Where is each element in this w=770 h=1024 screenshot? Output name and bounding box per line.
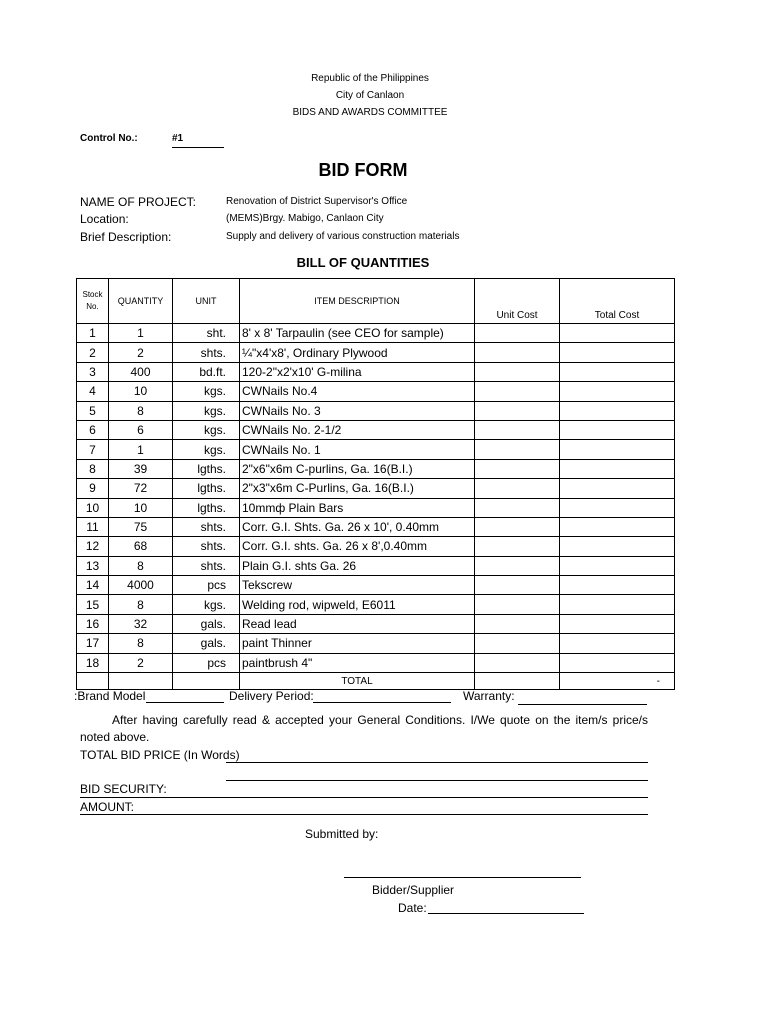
unit-cost-cell [475,653,560,672]
stock-no-cell: 4 [77,382,109,401]
header-total-cost: Total Cost [560,279,675,324]
total-qty-cell [109,673,173,690]
total-cost-cell [560,556,675,575]
statement-line-1: After having carefully read & accepted your General Conditions. I/We quote on the item/s price/s [112,713,648,727]
unit-cell: gals. [173,614,240,633]
quantity-cell: 10 [109,382,173,401]
item-description-cell: CWNails No. 2-1/2 [240,420,475,439]
total-unit-cost-cell [475,673,560,690]
unit-cell: gals. [173,634,240,653]
quantity-cell: 8 [109,595,173,614]
unit-cost-cell [475,556,560,575]
total-cost-cell [560,595,675,614]
quantity-cell: 2 [109,653,173,672]
control-value: #1 [172,133,224,148]
item-description-cell: 10mmф Plain Bars [240,498,475,517]
table-row [77,362,675,381]
header-stock-no: Stock No. [77,279,109,324]
quantity-cell: 32 [109,614,173,633]
total-bid-line-1 [226,762,648,763]
quantity-cell: 8 [109,401,173,420]
amount-label: AMOUNT: [80,800,134,814]
bidder-supplier-label: Bidder/Supplier [372,883,455,897]
signature-line [344,877,581,878]
unit-cell: lgths. [173,498,240,517]
stock-no-cell: 12 [77,537,109,556]
table-row [77,420,675,439]
item-description-cell: ¼"x4'x8', Ordinary Plywood [240,343,475,362]
unit-cell: sht. [173,324,240,343]
unit-cost-cell [475,498,560,517]
quantity-cell: 1 [109,324,173,343]
unit-cost-cell [475,343,560,362]
total-cost-cell [560,362,675,381]
item-description-cell: paintbrush 4" [240,653,475,672]
stock-no-cell: 5 [77,401,109,420]
total-label: TOTAL [240,673,475,690]
total-value: - [560,673,675,690]
item-description-cell: paint Thinner [240,634,475,653]
table-row [77,614,675,633]
item-description-cell: CWNails No. 3 [240,401,475,420]
bid-security-line [80,797,648,798]
total-unit-cell [173,673,240,690]
date-line [428,913,584,914]
quantity-cell: 6 [109,420,173,439]
stock-no-cell: 10 [77,498,109,517]
item-description-cell: CWNails No. 1 [240,440,475,459]
date-label: Date: [398,901,427,915]
table-row [77,382,675,401]
stock-no-cell: 13 [77,556,109,575]
header-city: City of Canlaon [335,90,405,101]
table-row [77,324,675,343]
boq-title: BILL OF QUANTITIES [296,255,430,270]
item-description-cell: 2"x3"x6m C-Purlins, Ga. 16(B.I.) [240,479,475,498]
item-description-cell: Corr. G.I. Shts. Ga. 26 x 10', 0.40mm [240,517,475,536]
header-item-description: ITEM DESCRIPTION [240,279,475,324]
total-row [77,673,675,690]
stock-no-cell: 16 [77,614,109,633]
unit-cost-cell [475,634,560,653]
total-cost-cell [560,576,675,595]
unit-cell: pcs [173,653,240,672]
unit-cost-cell [475,595,560,614]
unit-cost-cell [475,459,560,478]
unit-cost-cell [475,537,560,556]
quantity-cell: 8 [109,634,173,653]
amount-line [80,814,648,815]
quantity-cell: 2 [109,343,173,362]
item-description-cell: Read lead [240,614,475,633]
total-cost-cell [560,382,675,401]
stock-no-cell: 9 [77,479,109,498]
brand-model-label: Brand Model: [74,689,146,703]
stock-no-cell: 8 [77,459,109,478]
header-committee: BIDS AND AWARDS COMMITTEE [292,107,448,118]
table-row [77,595,675,614]
unit-cell: bd.ft. [173,362,240,381]
quantity-cell: 1 [109,440,173,459]
item-description-cell: 120-2"x2'x10' G-milina [240,362,475,381]
unit-cost-cell [475,614,560,633]
stock-no-cell: 1 [77,324,109,343]
warranty-line [518,704,647,705]
total-cost-cell [560,614,675,633]
table-row [77,459,675,478]
total-cost-cell [560,401,675,420]
unit-cell: kgs. [173,595,240,614]
unit-cell: shts. [173,556,240,575]
unit-cost-cell [475,324,560,343]
unit-cost-cell [475,362,560,381]
delivery-period-label: Delivery Period: [229,689,314,703]
project-name-value: Renovation of District Supervisor's Office [226,196,408,207]
table-row [77,576,675,595]
unit-cost-cell [475,576,560,595]
table-row [77,556,675,575]
quantity-cell: 68 [109,537,173,556]
item-description-cell: CWNails No.4 [240,382,475,401]
unit-cell: shts. [173,517,240,536]
total-cost-cell [560,324,675,343]
stock-no-cell: 3 [77,362,109,381]
quantity-cell: 39 [109,459,173,478]
total-bid-line-2 [226,780,648,781]
total-cost-cell [560,459,675,478]
unit-cell: kgs. [173,420,240,439]
form-title: BID FORM [318,160,408,180]
total-cost-cell [560,420,675,439]
total-cost-cell [560,498,675,517]
quantity-cell: 400 [109,362,173,381]
header-republic: Republic of the Philippines [311,73,429,84]
project-name-label: NAME OF PROJECT: [80,195,197,209]
table-row [77,343,675,362]
unit-cell: kgs. [173,382,240,401]
unit-cost-cell [475,382,560,401]
item-description-cell: Plain G.I. shts Ga. 26 [240,556,475,575]
unit-cell: lgths. [173,459,240,478]
table-header-row [77,279,675,324]
header-unit-cost: Unit Cost [475,279,560,324]
delivery-period-line [313,702,451,703]
total-cost-cell [560,440,675,459]
unit-cell: shts. [173,537,240,556]
total-bid-price-label: TOTAL BID PRICE (In Words) [80,748,240,762]
header-quantity: QUANTITY [109,279,173,324]
bill-of-quantities-table [76,278,675,690]
stock-no-cell: 2 [77,343,109,362]
stock-no-cell: 17 [77,634,109,653]
total-cost-cell [560,537,675,556]
total-cost-cell [560,343,675,362]
quantity-cell: 8 [109,556,173,575]
brief-description-value: Supply and delivery of various construction materials [226,231,460,242]
total-cost-cell [560,479,675,498]
stock-no-cell: 11 [77,517,109,536]
table-row [77,440,675,459]
warranty-label: Warranty: [463,689,515,703]
table-row [77,653,675,672]
total-cost-cell [560,653,675,672]
unit-cell: pcs [173,576,240,595]
item-description-cell: Corr. G.I. shts. Ga. 26 x 8',0.40mm [240,537,475,556]
bid-security-label: BID SECURITY: [80,782,167,796]
item-description-cell: Tekscrew [240,576,475,595]
unit-cost-cell [475,479,560,498]
total-cost-cell [560,634,675,653]
unit-cell: kgs. [173,401,240,420]
header-unit: UNIT [173,279,240,324]
quantity-cell: 10 [109,498,173,517]
statement-line-2: noted above. [80,730,150,744]
item-description-cell: Welding rod, wipweld, E6011 [240,595,475,614]
location-label: Location: [80,212,129,226]
stock-no-cell: 18 [77,653,109,672]
unit-cost-cell [475,517,560,536]
table-row [77,498,675,517]
table-row [77,537,675,556]
unit-cost-cell [475,420,560,439]
total-stock-cell [77,673,109,690]
location-value: (MEMS)Brgy. Mabigo, Canlaon City [226,213,384,224]
stock-no-cell: 14 [77,576,109,595]
table-row [77,401,675,420]
unit-cell: shts. [173,343,240,362]
quantity-cell: 4000 [109,576,173,595]
quantity-cell: 75 [109,517,173,536]
control-label: Control No.: [80,133,138,144]
submitted-by-label: Submitted by: [305,827,379,841]
brief-description-label: Brief Description: [80,230,172,244]
stock-no-cell: 6 [77,420,109,439]
total-cost-cell [560,517,675,536]
unit-cost-cell [475,440,560,459]
unit-cost-cell [475,401,560,420]
unit-cell: kgs. [173,440,240,459]
table-row [77,479,675,498]
stock-no-cell: 15 [77,595,109,614]
item-description-cell: 2"x6"x6m C-purlins, Ga. 16(B.I.) [240,459,475,478]
table-row [77,517,675,536]
unit-cell: lgths. [173,479,240,498]
stock-no-cell: 7 [77,440,109,459]
item-description-cell: 8' x 8' Tarpaulin (see CEO for sample) [240,324,475,343]
brand-model-line [146,702,224,703]
quantity-cell: 72 [109,479,173,498]
table-row [77,634,675,653]
